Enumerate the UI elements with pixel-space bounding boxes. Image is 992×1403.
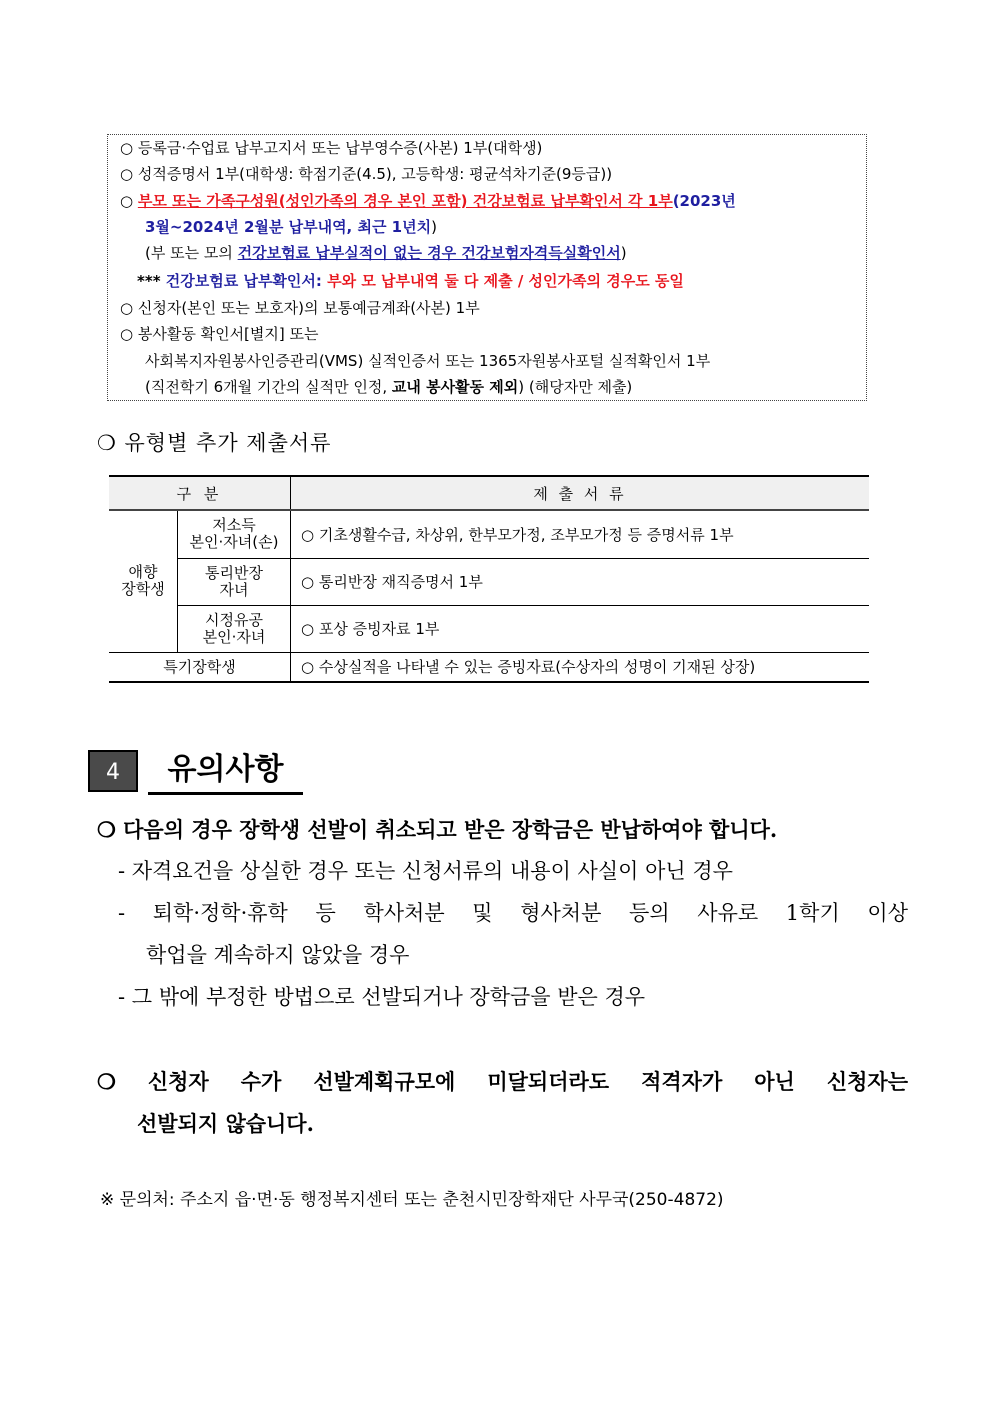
header-category: 구 분 — [109, 476, 291, 510]
documents-cell: ○ 통리반장 재직증명서 1부 — [291, 558, 870, 605]
detail-expulsion: - 퇴학·정학·휴학 등 학사처분 및 형사처분 등의 사유로 1학기 이상 — [118, 901, 908, 925]
category-cell: 시정유공 본인·자녀 — [178, 605, 291, 652]
table-row — [109, 558, 869, 605]
doc-line-insurance-alt: (부 또는 모의 건강보험료 납부실적이 없는 경우 건강보험자격득실확인서) — [145, 244, 627, 262]
documents-cell: ○ 수상실적을 나타낼 수 있는 증빙자료(수상자의 성명이 기재된 상장) — [291, 652, 870, 682]
notice-ineligible-applicants-cont: 선발되지 않습니다. — [137, 1111, 314, 1136]
detail-ineligible: - 자격요건을 상실한 경우 또는 신청서류의 내용이 사실이 아닌 경우 — [118, 859, 733, 883]
section-number: 4 — [88, 750, 138, 792]
required-documents-box — [107, 134, 867, 401]
group-hometown-scholar: 애향 장학생 — [109, 510, 178, 652]
doc-line-bank-account: ○ 신청자(본인 또는 보호자)의 보통예금계좌(사본) 1부 — [120, 299, 480, 317]
detail-fraud: - 그 밖에 부정한 방법으로 선발되거나 장학금을 받은 경우 — [118, 985, 646, 1009]
doc-line-insurance-period: 3월~2024년 2월분 납부내역, 최근 1년치) — [145, 218, 437, 236]
doc-line-tuition: ○ 등록금·수업료 납부고지서 또는 납부영수증(사본) 1부(대학생) — [120, 139, 543, 157]
notice-ineligible-applicants: ❍ 신청자 수가 선발계획규모에 미달되더라도 적격자가 아닌 신청자는 — [97, 1069, 908, 1094]
doc-line-insurance: ○ 부모 또는 가족구성원(성인가족의 경우 본인 포함) 건강보험료 납부확인서 각 1부(2023년 — [120, 192, 736, 210]
additional-documents-table — [109, 475, 869, 683]
documents-cell: ○ 포상 증빙자료 1부 — [291, 605, 870, 652]
table-header-row — [109, 476, 869, 510]
notice-cancellation: ❍ 다음의 경우 장학생 선발이 취소되고 받은 장학금은 반납하여야 합니다. — [97, 817, 778, 842]
detail-expulsion-cont: 학업을 계속하지 않았을 경우 — [146, 943, 410, 967]
additional-documents-heading: ❍ 유형별 추가 제출서류 — [97, 431, 332, 455]
doc-line-volunteer: ○ 봉사활동 확인서[별지] 또는 — [120, 325, 319, 343]
table-row — [109, 605, 869, 652]
category-cell: 저소득 본인·자녀(손) — [178, 510, 291, 558]
header-documents: 제 출 서 류 — [291, 476, 870, 510]
table-row — [109, 510, 869, 558]
doc-line-volunteer-cert: 사회복지자원봉사인증관리(VMS) 실적인증서 또는 1365자원봉사포털 실적확인서 1부 — [145, 352, 711, 370]
contact-note: ※ 문의처: 주소지 읍·면·동 행정복지센터 또는 춘천시민장학재단 사무국(250-4872) — [100, 1190, 724, 1210]
category-cell: 통리반장 자녀 — [178, 558, 291, 605]
section-title: 유의사항 — [148, 748, 303, 795]
doc-line-insurance-note: *** 건강보험료 납부확인서: 부와 모 납부내역 둘 다 제출 / 성인가족의 경우도 동일 — [137, 272, 684, 290]
doc-line-volunteer-note: (직전학기 6개월 기간의 실적만 인정, 교내 봉사활동 제외) (해당자만 제출) — [145, 378, 633, 396]
table-row — [109, 652, 869, 682]
documents-cell: ○ 기초생활수급, 차상위, 한부모가정, 조부모가정 등 증명서류 1부 — [291, 510, 870, 558]
category-cell: 특기장학생 — [109, 652, 291, 682]
doc-line-transcript: ○ 성적증명서 1부(대학생: 학점기준(4.5), 고등학생: 평균석차기준(9등급)) — [120, 165, 613, 183]
